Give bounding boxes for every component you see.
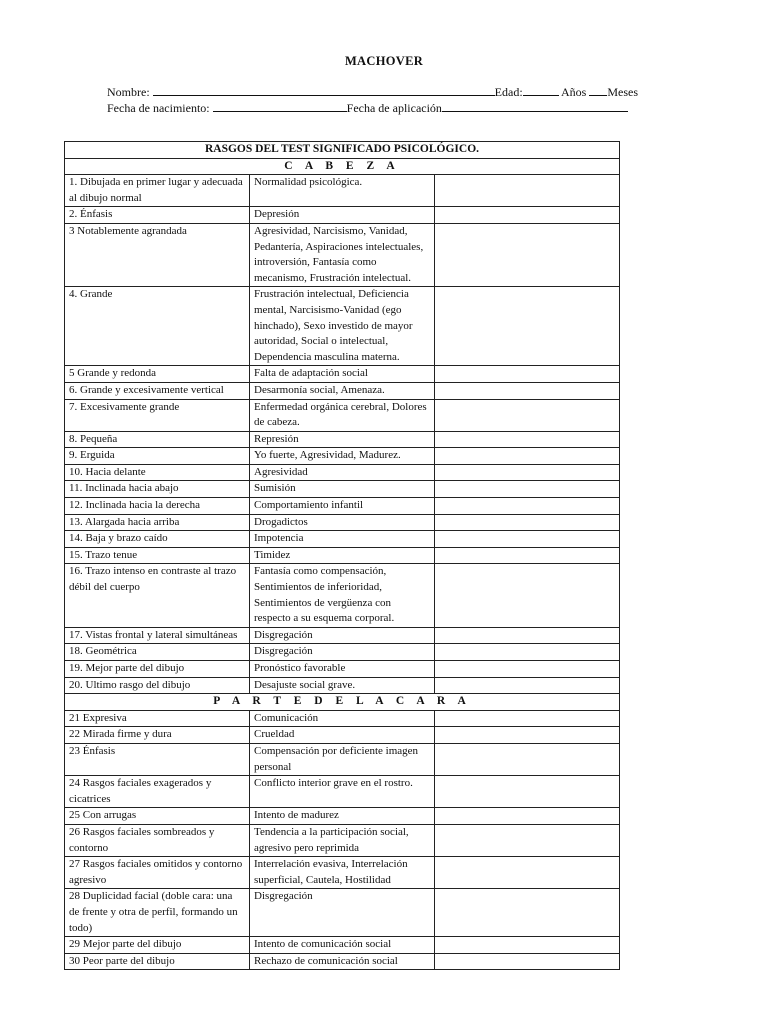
rasgo-cell: 5 Grande y redonda (65, 366, 250, 383)
check-cell[interactable] (435, 889, 620, 937)
check-cell[interactable] (435, 366, 620, 383)
rasgo-cell: 25 Con arrugas (65, 808, 250, 825)
rasgo-cell: 22 Mirada firme y dura (65, 727, 250, 744)
significado-cell: Fantasía como compensación, Sentimientos de inferioridad, Sentimientos de vergüenza con respecto a su esquema corporal. (250, 564, 435, 627)
check-cell[interactable] (435, 498, 620, 515)
table-row (65, 857, 620, 889)
table-header-row (65, 142, 620, 159)
check-cell[interactable] (435, 644, 620, 661)
significado-cell: Frustración intelectual, Deficiencia mental, Narcisismo-Vanidad (ego hinchado), Sexo investido de mayor autoridad, Social o intelectual, Dependencia masculina materna. (250, 287, 435, 366)
check-cell[interactable] (435, 547, 620, 564)
edad-field[interactable] (523, 85, 559, 96)
check-cell[interactable] (435, 661, 620, 678)
significado-cell: Impotencia (250, 531, 435, 548)
rasgo-cell: 28 Duplicidad facial (doble cara: una de frente y otra de perfil, formando un todo) (65, 889, 250, 937)
significado-cell: Crueldad (250, 727, 435, 744)
table-header: RASGOS DEL TEST SIGNIFICADO PSICOLÓGICO. (65, 142, 620, 159)
check-cell[interactable] (435, 857, 620, 889)
check-cell[interactable] (435, 382, 620, 399)
significado-cell: Disgregación (250, 889, 435, 937)
rasgo-cell: 8. Pequeña (65, 431, 250, 448)
rasgo-cell: 17. Vistas frontal y lateral simultáneas (65, 627, 250, 644)
significado-cell: Normalidad psicológica. (250, 175, 435, 207)
table-row (65, 287, 620, 366)
table-row (65, 547, 620, 564)
significado-cell: Intento de comunicación social (250, 937, 435, 954)
significado-cell: Falta de adaptación social (250, 366, 435, 383)
rasgo-cell: 6. Grande y excesivamente vertical (65, 382, 250, 399)
significado-cell: Pronóstico favorable (250, 661, 435, 678)
rasgo-cell: 1. Dibujada en primer lugar y adecuada al dibujo normal (65, 175, 250, 207)
edad-label: Edad: (494, 85, 523, 99)
table-row (65, 677, 620, 694)
rasgo-cell: 2. Énfasis (65, 207, 250, 224)
form-line-nombre (107, 85, 638, 100)
table-row (65, 776, 620, 808)
check-cell[interactable] (435, 287, 620, 366)
rasgo-cell: 11. Inclinada hacia abajo (65, 481, 250, 498)
table-row (65, 564, 620, 627)
table-row (65, 627, 620, 644)
table-row (65, 727, 620, 744)
rasgo-cell: 20. Ultimo rasgo del dibujo (65, 677, 250, 694)
table-row (65, 937, 620, 954)
table-row (65, 481, 620, 498)
table-body (65, 142, 620, 970)
table-row (65, 889, 620, 937)
meses-field[interactable] (589, 85, 607, 96)
rasgo-cell: 10. Hacia delante (65, 464, 250, 481)
rasgo-cell: 19. Mejor parte del dibujo (65, 661, 250, 678)
rasgo-cell: 7. Excesivamente grande (65, 399, 250, 431)
table-row (65, 808, 620, 825)
significado-cell: Desajuste social grave. (250, 677, 435, 694)
table-row (65, 661, 620, 678)
table-row (65, 514, 620, 531)
significado-cell: Sumisión (250, 481, 435, 498)
check-cell[interactable] (435, 431, 620, 448)
rasgo-cell: 30 Peor parte del dibujo (65, 953, 250, 970)
table-row (65, 464, 620, 481)
check-cell[interactable] (435, 175, 620, 207)
check-cell[interactable] (435, 824, 620, 856)
table-row (65, 382, 620, 399)
rasgo-cell: 12. Inclinada hacia la derecha (65, 498, 250, 515)
nombre-field[interactable] (153, 85, 495, 96)
rasgo-cell: 16. Trazo intenso en contraste al trazo débil del cuerpo (65, 564, 250, 627)
document-title: MACHOVER (344, 54, 424, 68)
check-cell[interactable] (435, 710, 620, 727)
table-row (65, 644, 620, 661)
table-row (65, 366, 620, 383)
table-row (65, 431, 620, 448)
rasgo-cell: 13. Alargada hacia arriba (65, 514, 250, 531)
check-cell[interactable] (435, 531, 620, 548)
section-row-cabeza (65, 158, 620, 175)
significado-cell: Agresividad, Narcisismo, Vanidad, Pedantería, Aspiraciones intelectuales, introversión, Fantasía como mecanismo, Frustración intelectual. (250, 223, 435, 286)
table-row (65, 223, 620, 286)
check-cell[interactable] (435, 808, 620, 825)
check-cell[interactable] (435, 464, 620, 481)
rasgo-cell: 3 Notablemente agrandada (65, 223, 250, 286)
table-row (65, 448, 620, 465)
check-cell[interactable] (435, 207, 620, 224)
anos-label: Años (561, 85, 587, 99)
form-line-fechas (107, 101, 628, 116)
check-cell[interactable] (435, 953, 620, 970)
significado-cell: Rechazo de comunicación social (250, 953, 435, 970)
table-row (65, 399, 620, 431)
significado-cell: Disgregación (250, 627, 435, 644)
section-row-cara (65, 694, 620, 711)
significado-cell: Enfermedad orgánica cerebral, Dolores de cabeza. (250, 399, 435, 431)
rasgo-cell: 21 Expresiva (65, 710, 250, 727)
check-cell[interactable] (435, 564, 620, 627)
rasgo-cell: 15. Trazo tenue (65, 547, 250, 564)
significado-cell: Depresión (250, 207, 435, 224)
significado-cell: Conflicto interior grave en el rostro. (250, 776, 435, 808)
rasgo-cell: 4. Grande (65, 287, 250, 366)
significado-cell: Comportamiento infantil (250, 498, 435, 515)
significado-cell: Drogadictos (250, 514, 435, 531)
table-row (65, 710, 620, 727)
significado-cell: Intento de madurez (250, 808, 435, 825)
rasgo-cell: 26 Rasgos faciales sombreados y contorno (65, 824, 250, 856)
rasgo-cell: 9. Erguida (65, 448, 250, 465)
rasgos-table (64, 141, 620, 970)
table-row (65, 824, 620, 856)
significado-cell: Compensación por deficiente imagen personal (250, 743, 435, 775)
fecha-aplicacion-field[interactable] (442, 101, 628, 112)
rasgo-cell: 18. Geométrica (65, 644, 250, 661)
table-row (65, 498, 620, 515)
significado-cell: Agresividad (250, 464, 435, 481)
check-cell[interactable] (435, 677, 620, 694)
check-cell[interactable] (435, 514, 620, 531)
table-row (65, 207, 620, 224)
check-cell[interactable] (435, 223, 620, 286)
check-cell[interactable] (435, 776, 620, 808)
section-cabeza-title: C A B E Z A (65, 158, 620, 175)
significado-cell: Comunicación (250, 710, 435, 727)
significado-cell: Interrelación evasiva, Interrelación superficial, Cautela, Hostilidad (250, 857, 435, 889)
significado-cell: Timidez (250, 547, 435, 564)
significado-cell: Yo fuerte, Agresividad, Madurez. (250, 448, 435, 465)
significado-cell: Tendencia a la participación social, agresivo pero reprimida (250, 824, 435, 856)
significado-cell: Represión (250, 431, 435, 448)
check-cell[interactable] (435, 448, 620, 465)
rasgo-cell: 29 Mejor parte del dibujo (65, 937, 250, 954)
fecha-aplicacion-label: Fecha de aplicación (346, 101, 442, 115)
check-cell[interactable] (435, 937, 620, 954)
fecha-nacimiento-label: Fecha de nacimiento: (107, 101, 210, 115)
fecha-nacimiento-field[interactable] (213, 101, 347, 112)
rasgo-cell: 14. Baja y brazo caído (65, 531, 250, 548)
table-row (65, 531, 620, 548)
significado-cell: Disgregación (250, 644, 435, 661)
check-cell[interactable] (435, 481, 620, 498)
table-row (65, 953, 620, 970)
check-cell[interactable] (435, 627, 620, 644)
check-cell[interactable] (435, 743, 620, 775)
table-row (65, 175, 620, 207)
check-cell[interactable] (435, 399, 620, 431)
rasgo-cell: 24 Rasgos faciales exagerados y cicatrices (65, 776, 250, 808)
rasgo-cell: 23 Énfasis (65, 743, 250, 775)
nombre-label: Nombre: (107, 85, 150, 99)
check-cell[interactable] (435, 727, 620, 744)
table-row (65, 743, 620, 775)
section-cara-title: P A R T E D E L A C A R A (65, 694, 620, 711)
rasgo-cell: 27 Rasgos faciales omitidos y contorno agresivo (65, 857, 250, 889)
meses-label: Meses (607, 85, 639, 99)
significado-cell: Desarmonía social, Amenaza. (250, 382, 435, 399)
